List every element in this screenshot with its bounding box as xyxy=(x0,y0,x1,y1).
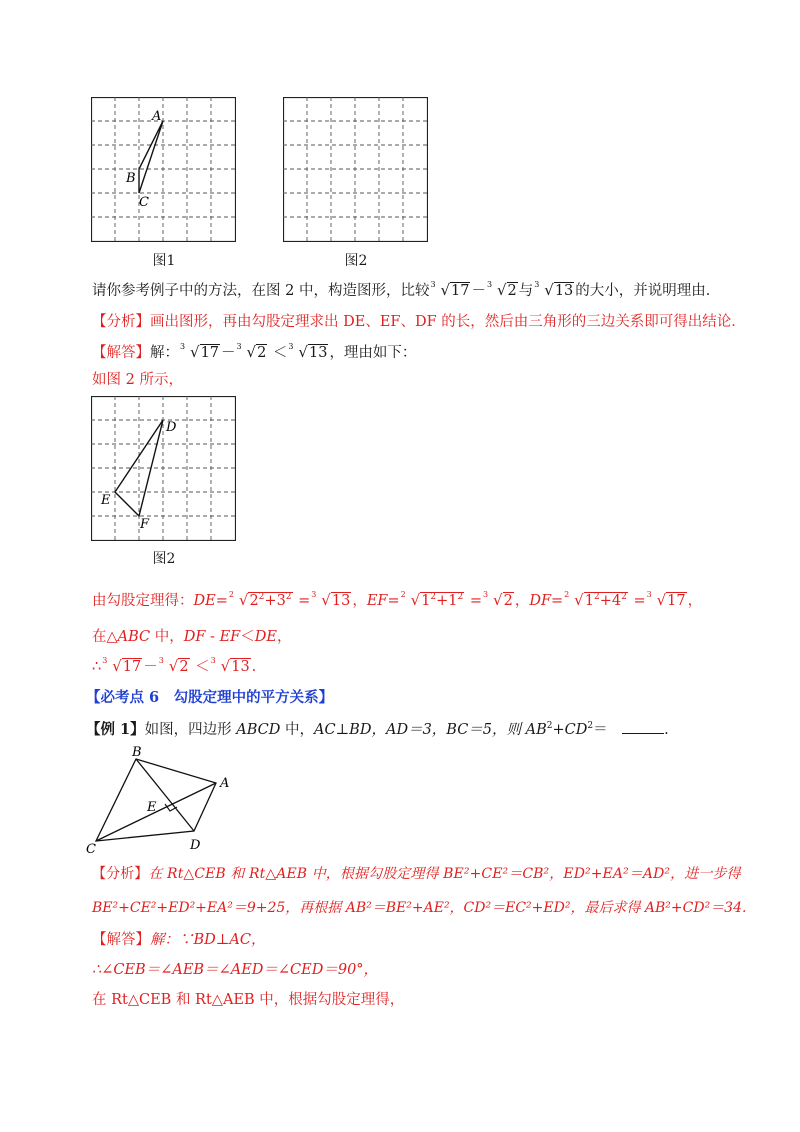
section-title: 【必考点 6 勾股定理中的平方关系】 xyxy=(86,689,334,706)
therefore-line: ∴ 3 √17 － 3 √2 ＜ 3 √13 . xyxy=(92,656,257,675)
label-a: A xyxy=(220,776,230,791)
question-line: 请你参考例子中的方法，在图 2 中，构造图形，比较 3 √17 － 3 √2 与 3 √13 的大小，并说明理由． xyxy=(92,280,721,299)
diagonal-bd xyxy=(136,759,194,831)
figure-2-empty-caption: 图2 xyxy=(344,253,368,269)
figure-1-grid xyxy=(91,97,236,242)
answer-2-line-3: 在 Rt△CEB 和 Rt△AEB 中，根据勾股定理得， xyxy=(92,992,405,1008)
label-b: B xyxy=(126,171,136,186)
pythag-line: 由勾股定理得：DE= 2 $√2^2+3^2$ = 3 √13 ，EF= 2 $√1^2+1^2$ = 3 √2 ，DF= 2 $√1^2+4^2$ = 3 √17 ， xyxy=(92,590,703,609)
label-d: D xyxy=(166,420,177,435)
figure-2-solved-caption: 图2 xyxy=(152,551,176,567)
analysis-2-line-1: 【分析】在 Rt△CEB 和 Rt△AEB 中，根据勾股定理得 BE²+CE²＝CB²，ED²+EA²＝AD²，进一步得 xyxy=(92,866,741,882)
figure-2-empty-grid xyxy=(283,97,428,242)
label-a: A xyxy=(152,109,162,124)
answer-2-line-2: ∴∠CEB＝∠AEB＝∠AED＝∠CED＝90°， xyxy=(92,962,379,978)
label-c: C xyxy=(86,842,96,857)
label-f: F xyxy=(140,517,150,532)
figure-2-solved-grid xyxy=(91,396,236,541)
answer-2-line-1: 【解答】解：∵BD⊥AC， xyxy=(92,932,266,948)
label-e: E xyxy=(101,493,111,508)
label-c: C xyxy=(139,195,149,210)
triangle-inequality-line: 在△ABC 中，DF - EF＜DE， xyxy=(92,629,292,645)
label-b: B xyxy=(132,745,142,760)
figure-quadrilateral xyxy=(86,745,236,857)
analysis-1: 【分析】画出图形，再由勾股定理求出 DE、EF、DF 的长，然后由三角形的三边关系即可得出结论． xyxy=(92,314,746,330)
example-1: 【例 1】如图，四边形 ABCD 中，AC⊥BD，AD＝3，BC＝5，则 $AB^2+CD^2=$ . xyxy=(86,721,669,738)
analysis-2-line-2: BE²+CE²+ED²+EA²＝9+25，再根据 AB²＝BE²+AE²，CD²＝EC²+ED²，最后求得 AB²+CD²＝34. xyxy=(92,900,747,916)
triangle-abc xyxy=(139,121,163,193)
as-figure-2: 如图 2 所示， xyxy=(92,372,183,388)
label-d: D xyxy=(190,838,201,853)
answer-blank[interactable] xyxy=(622,733,664,734)
label-e: E xyxy=(147,800,157,815)
figure-1-caption: 图1 xyxy=(152,253,176,269)
answer-1: 【解答】解： 3 √17 － 3 √2 ＜ 3 √13 ，理由如下： xyxy=(92,342,417,361)
